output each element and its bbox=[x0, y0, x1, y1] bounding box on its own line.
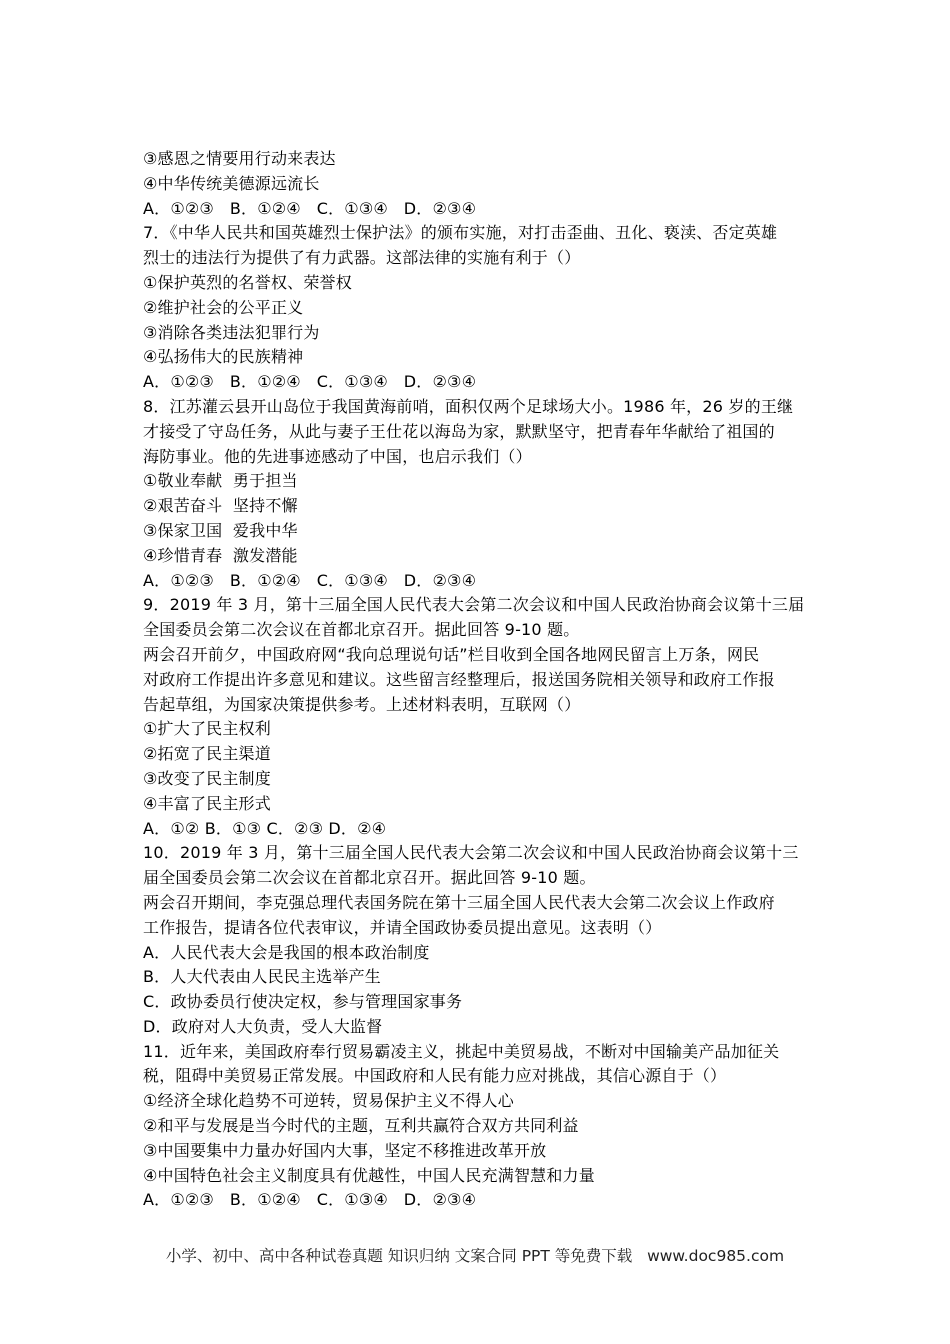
question-10-text: 届全国委员会第二次会议在首都北京召开。据此回答 9-10 题。 bbox=[143, 868, 596, 888]
text-line: ②艰苦奋斗 坚持不懈 bbox=[143, 496, 298, 516]
question-8-text: 8．江苏灌云县开山岛位于我国黄海前哨，面积仅两个足球场大小。1986 年，26 岁的王继 bbox=[143, 396, 794, 416]
text-line: ④丰富了民主形式 bbox=[143, 793, 271, 813]
question-9-text: 对政府工作提出许多意见和建议。这些留言经整理后，报送国务院相关领导和政府工作报 bbox=[143, 669, 775, 689]
answer-options-line: A．①② B．①③ C．②③ D．②④ bbox=[143, 818, 387, 838]
question-10-text: 两会召开期间，李克强总理代表国务院在第十三届全国人民代表大会第二次会议上作政府 bbox=[143, 892, 775, 912]
text-line: ③消除各类违法犯罪行为 bbox=[143, 322, 320, 342]
question-9-text: 两会召开前夕，中国政府网“我向总理说句话”栏目收到全国各地网民留言上万条，网民 bbox=[143, 644, 760, 664]
question-11-text: 11．近年来，美国政府奉行贸易霸凌主义，挑起中美贸易战，不断对中国输美产品加征关 bbox=[143, 1041, 780, 1061]
text-line: ①扩大了民主权利 bbox=[143, 719, 271, 739]
text-line: ①保护英烈的名誉权、荣誉权 bbox=[143, 272, 352, 292]
answer-options-line: A．①②③ B．①②④ C．①③④ D．②③④ bbox=[143, 1190, 477, 1210]
question-10-text: 10．2019 年 3 月，第十三届全国人民代表大会第二次会议和中国人民政治协商会议第十三 bbox=[143, 843, 799, 863]
question-11-text: 税，阻碍中美贸易正常发展。中国政府和人民有能力应对挑战，其信心源自于（） bbox=[143, 1066, 727, 1086]
text-line: ④中华传统美德源远流长 bbox=[143, 173, 320, 193]
text-line: ①敬业奉献 勇于担当 bbox=[143, 471, 298, 491]
option-line: C．政协委员行使决定权，参与管理国家事务 bbox=[143, 992, 463, 1012]
question-9-text: 告起草组，为国家决策提供参考。上述材料表明，互联网（） bbox=[143, 694, 581, 714]
text-line: ②维护社会的公平正义 bbox=[143, 297, 304, 317]
question-7-text: 7．《中华人民共和国英雄烈士保护法》的颁布实施，对打击歪曲、丑化、亵渎、否定英雄 bbox=[143, 223, 778, 243]
text-line: ②拓宽了民主渠道 bbox=[143, 744, 271, 764]
option-line: A．人民代表大会是我国的根本政治制度 bbox=[143, 942, 430, 962]
text-line: ③中国要集中力量办好国内大事，坚定不移推进改革开放 bbox=[143, 1140, 547, 1160]
question-9-text: 9．2019 年 3 月，第十三届全国人民代表大会第二次会议和中国人民政治协商会议第十三届 bbox=[143, 595, 805, 615]
answer-options-line: A．①②③ B．①②④ C．①③④ D．②③④ bbox=[143, 198, 477, 218]
document-body bbox=[143, 147, 811, 1213]
page-footer: 小学、初中、高中各种试卷真题 知识归纳 文案合同 PPT 等免费下载 www.doc985.com bbox=[165, 1247, 785, 1265]
text-line: ③保家卫国 爱我中华 bbox=[143, 520, 298, 540]
answer-options-line: A．①②③ B．①②④ C．①③④ D．②③④ bbox=[143, 372, 477, 392]
text-line: ③改变了民主制度 bbox=[143, 768, 271, 788]
text-line: ③感恩之情要用行动来表达 bbox=[143, 149, 336, 168]
text-line: ②和平与发展是当今时代的主题，互利共赢符合双方共同利益 bbox=[143, 1116, 579, 1136]
option-line: D．政府对人大负责，受人大监督 bbox=[143, 1016, 383, 1036]
text-line: ①经济全球化趋势不可逆转，贸易保护主义不得人心 bbox=[143, 1091, 514, 1111]
option-line: B．人大代表由人民民主选举产生 bbox=[143, 967, 381, 987]
text-line: ④弘扬伟大的民族精神 bbox=[143, 347, 304, 367]
question-10-text: 工作报告，提请各位代表审议，并请全国政协委员提出意见。这表明（） bbox=[143, 917, 662, 937]
question-7-text: 烈士的违法行为提供了有力武器。这部法律的实施有利于（） bbox=[143, 248, 581, 268]
answer-options-line: A．①②③ B．①②④ C．①③④ D．②③④ bbox=[143, 570, 477, 590]
question-8-text: 海防事业。他的先进事迹感动了中国，也启示我们（） bbox=[143, 446, 532, 466]
text-line: ④中国特色社会主义制度具有优越性，中国人民充满智慧和力量 bbox=[143, 1165, 595, 1185]
question-9-text: 全国委员会第二次会议在首都北京召开。据此回答 9-10 题。 bbox=[143, 620, 580, 640]
question-8-text: 才接受了守岛任务，从此与妻子王仕花以海岛为家，默默坚守，把青春年华献给了祖国的 bbox=[143, 421, 775, 441]
text-line: ④珍惜青春 激发潜能 bbox=[143, 545, 298, 565]
